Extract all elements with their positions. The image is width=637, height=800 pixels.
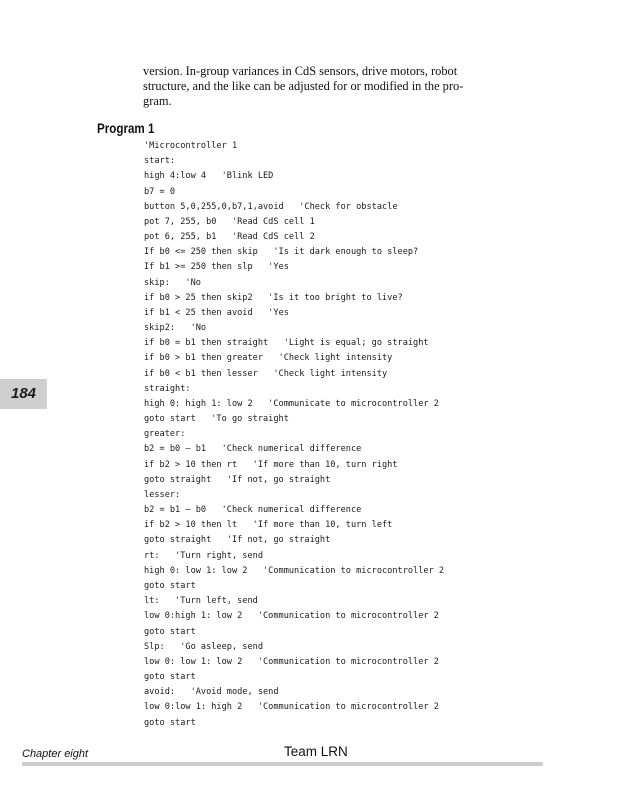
code-line: b2 = b0 – b1 'Check numerical difference	[144, 444, 362, 455]
footer-divider	[22, 762, 543, 766]
code-line: high 4:low 4 'Blink LED	[144, 171, 274, 182]
code-line: b7 = 0	[144, 186, 176, 197]
code-line: if b2 > 10 then rt 'If more than 10, turn right	[144, 459, 398, 470]
code-line: goto start	[144, 626, 196, 637]
footer-chapter-title: Chapter eight	[22, 748, 89, 760]
code-line: 'Microcontroller 1	[144, 141, 238, 151]
code-line: low 0:high 1: low 2 'Communication to microcontroller 2	[144, 611, 439, 622]
code-line: if b2 > 10 then lt 'If more than 10, turn left	[144, 520, 393, 531]
page-number-tab	[0, 379, 47, 409]
code-line: greater:	[144, 429, 186, 440]
code-line: button 5,0,255,0,b7,1,avoid 'Check for obstacle	[144, 201, 398, 212]
code-line: Slp: 'Go asleep, send	[144, 641, 263, 652]
code-line: skip: 'No	[144, 277, 201, 288]
code-line: b2 = b1 – b0 'Check numerical difference	[144, 505, 362, 516]
page-number: 184	[10, 385, 37, 402]
code-line: low 0:low 1: high 2 'Communication to microcontroller 2	[144, 702, 439, 713]
code-line: lesser:	[144, 489, 181, 500]
code-line: avoid: 'Avoid mode, send	[144, 687, 279, 698]
code-line: high 0: low 1: low 2 'Communication to microcontroller 2	[144, 565, 445, 576]
code-line: if b0 = b1 then straight 'Light is equal; go straight	[144, 338, 429, 349]
code-line: If b0 <= 250 then skip 'Is it dark enough to sleep?	[144, 247, 419, 258]
code-line: goto start 'To go straight	[144, 414, 289, 425]
code-line: start:	[144, 156, 176, 167]
code-line: goto straight 'If not, go straight	[144, 474, 331, 485]
code-line: if b0 > 25 then skip2 'Is it too bright to live?	[144, 292, 403, 303]
code-line: goto straight 'If not, go straight	[144, 535, 331, 546]
intro-line: version. In-group variances in CdS sensors, drive motors, robot	[143, 64, 458, 78]
code-line: pot 7, 255, b0 'Read CdS cell 1	[144, 216, 315, 227]
code-line: skip2: 'No	[144, 323, 207, 334]
code-line: if b0 < b1 then lesser 'Check light intensity	[144, 368, 388, 379]
intro-line: structure, and the like can be adjusted for or modified in the pro-	[143, 79, 464, 93]
code-line: lt: 'Turn left, send	[144, 596, 258, 607]
code-listing	[144, 139, 444, 731]
code-line: if b0 > b1 then greater 'Check light intensity	[144, 353, 393, 364]
code-line: if b1 < 25 then avoid 'Yes	[144, 307, 289, 318]
code-line: straight:	[144, 383, 191, 394]
intro-paragraph	[143, 64, 503, 109]
code-line: goto start	[144, 717, 196, 728]
code-line: goto start	[144, 580, 196, 591]
code-line: If b1 >= 250 then slp 'Yes	[144, 262, 289, 273]
code-line: goto start	[144, 672, 196, 683]
footer-watermark: Team LRN	[284, 744, 348, 759]
program-heading: Program 1	[97, 121, 155, 136]
code-line: rt: 'Turn right, send	[144, 550, 263, 561]
intro-line: gram.	[143, 94, 172, 108]
code-line: pot 6, 255, b1 'Read CdS cell 2	[144, 232, 315, 243]
code-line: high 0: high 1: low 2 'Communicate to microcontroller 2	[144, 398, 439, 409]
code-line: low 0: low 1: low 2 'Communication to microcontroller 2	[144, 656, 439, 667]
